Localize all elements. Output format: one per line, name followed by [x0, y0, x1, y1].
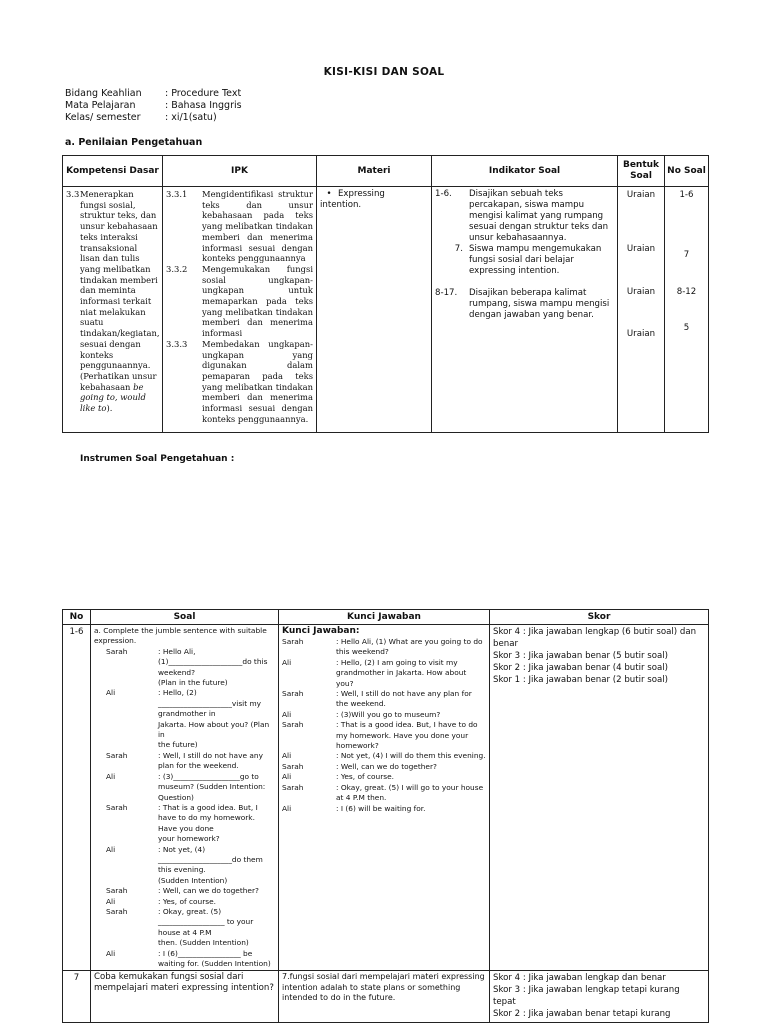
dialog-text: : Hello, (2): [158, 688, 197, 698]
ipk-number: 3.3.1: [166, 189, 188, 199]
meta-value: : Bahasa Inggris: [165, 100, 242, 111]
header-soal: Soal: [91, 610, 279, 625]
dialog-text: : Well, I still do not have any: [158, 750, 263, 760]
meta-key: Bidang Keahlian: [65, 88, 142, 99]
indikator-number: 7.: [454, 244, 463, 254]
dialog-speaker: [106, 876, 158, 886]
dialog-line: [106, 959, 275, 969]
row-no: 1-6: [63, 625, 91, 971]
dialog-text: : Okay, great. (5): [158, 906, 222, 916]
dialog-text: Jakarta. How about you? (Plan in: [158, 719, 270, 740]
dialog-text: __________________ to your house at 4 P.M: [158, 917, 254, 937]
ipk-number: 3.3.3: [166, 338, 188, 349]
dialog-line: [282, 647, 486, 657]
dialog-text: at 4 P.M then.: [336, 793, 387, 803]
dialog-speaker: Ali: [106, 948, 116, 958]
no-soal-cell: [665, 187, 709, 433]
skor-cell: [490, 625, 709, 971]
dialog-text: : Yes, of course.: [336, 772, 394, 782]
dialog-text: : (3)Will you go to museum?: [336, 709, 441, 719]
meta-row: [65, 100, 242, 112]
materi-text: Expressing intention.: [320, 189, 385, 210]
dialog-text: : Well, can we do together?: [158, 886, 259, 896]
dialog-line: [106, 813, 275, 834]
bullet-icon: •: [326, 189, 332, 199]
dialog-speaker: Sarah: [106, 750, 128, 760]
dialog-speaker: Sarah: [282, 689, 304, 699]
dialog-speaker: [282, 668, 336, 689]
dialog-speaker: Sarah: [282, 782, 304, 792]
header-kunci: Kunci Jawaban: [279, 610, 490, 625]
skor-line: Skor 1 : Jika jawaban benar (2 butir soal): [493, 675, 669, 685]
kd-text: [80, 189, 160, 414]
ipk-text: Membedakan ungkapan-ungkapan yang digunakan dalam pemaparan pada teks yang melibatkan tindakan memberi dan menerima informasi sesuai dengan konteks penggunaannya.: [202, 338, 313, 424]
no-soal-value: 8-12: [676, 287, 697, 297]
dialog-line: [282, 689, 486, 699]
dialog-line: [282, 720, 486, 730]
bentuk-value: Uraian: [626, 244, 656, 254]
dialog-text: waiting for. (Sudden Intention): [158, 959, 271, 968]
dialog-line: [106, 761, 275, 771]
dialog-speaker: [106, 917, 158, 938]
table-row: [63, 971, 709, 1023]
header-bentuk: Bentuk Soal: [618, 156, 665, 187]
skor-line: Skor 3 : Jika jawaban benar (5 butir soal): [493, 651, 669, 661]
kd-text-end: ).: [106, 403, 113, 414]
dialog-text: my homework. Have you done your homework?: [336, 730, 469, 751]
dialog-speaker: [106, 761, 158, 771]
kd-text-main: Menerapkan fungsi sosial, struktur teks, dan unsur kebahasaan teks interaksi transaksional lisan dan tulis yang melibatkan tindakan memberi dan meminta informasi terkait niat melakukan suatu tindakan/kegiatan, sesuai dengan konteks penggunaannya. (Perhatikan unsur kebahasaan: [80, 189, 160, 392]
dialog-line: [282, 751, 486, 761]
indikator-item: [435, 189, 614, 244]
indikator-item: [435, 288, 614, 321]
dialog-line: [106, 897, 275, 907]
skor-line: Skor 4 : Jika jawaban lengkap (6 butir soal) dan benar: [493, 627, 697, 649]
dialog-text: (Sudden Intention): [158, 875, 228, 885]
dialog-speaker: Ali: [282, 709, 292, 719]
document-title: KISI-KISI DAN SOAL: [323, 66, 445, 78]
soal-cell: [91, 625, 279, 971]
meta-value: : xi/1(satu): [165, 112, 217, 123]
dialog-line: [282, 783, 486, 793]
header-materi: Materi: [317, 156, 432, 187]
dialog-speaker: [282, 731, 336, 752]
dialog-text: : Not yet, (4): [158, 844, 206, 854]
dialog-line: [106, 938, 275, 948]
meta-row: [65, 112, 242, 124]
table-row: [63, 625, 709, 971]
dialog-line: [282, 699, 486, 709]
dialog-line: [282, 731, 486, 752]
dialog-speaker: Ali: [106, 771, 116, 781]
header-indikator: Indikator Soal: [432, 156, 618, 187]
dialog-text: (1)____________________do this weekend?: [158, 657, 268, 677]
skor-line: Skor 3 : Jika jawaban lengkap tetapi kurang tepat: [493, 985, 680, 1008]
dialog-text: : That is a good idea. But, I: [158, 802, 258, 812]
dialog-speaker: Ali: [282, 803, 292, 813]
header-ipk: IPK: [163, 156, 317, 187]
kd-text-italic: be going to, would like to: [80, 381, 146, 414]
dialog-speaker: Sarah: [282, 720, 304, 730]
dialog-text: the weekend.: [336, 699, 386, 709]
dialog-text: have to do my homework. Have you done: [158, 813, 255, 833]
ipk-text: Mengemukakan fungsi sosial ungkapan-ungkapan untuk memaparkan pada teks yang melibatkan tindakan memberi dan menerima informasi: [202, 263, 313, 339]
dialog-speaker: Sarah: [106, 906, 128, 916]
dialog-line: [106, 834, 275, 844]
dialog-speaker: [106, 938, 158, 948]
bentuk-value: Uraian: [626, 190, 656, 200]
ipk-number: 3.3.2: [166, 263, 188, 274]
dialog-text: grandmother in Jakarta. How about you?: [336, 668, 467, 688]
no-soal-value: 7: [683, 250, 690, 260]
dialog-speaker: Ali: [282, 657, 292, 667]
dialog-speaker: [106, 740, 158, 750]
indikator-text: Siswa mampu mengemukakan fungsi sosial dari belajar expressing intention.: [469, 244, 602, 276]
dialog-speaker: [106, 678, 158, 688]
ipk-item: [166, 339, 313, 425]
dialog-text: this weekend?: [336, 647, 389, 657]
header-kd: Kompetensi Dasar: [63, 156, 163, 187]
dialog-line: [106, 751, 275, 761]
meta-value: : Procedure Text: [165, 88, 242, 99]
dialog-speaker: [106, 720, 158, 741]
kunci-cell: 7.fungsi sosial dari mempelajari materi expressing intention adalah to state plans or something intended to do in the future.: [279, 971, 490, 1023]
dialog-line: [282, 762, 486, 772]
kunci-dialog: [282, 637, 486, 814]
dialog-line: [106, 782, 275, 803]
skor-line: Skor 2 : Jika jawaban benar (4 butir soal): [493, 663, 669, 673]
dialog-line: [282, 668, 486, 689]
dialog-speaker: [106, 813, 158, 834]
dialog-text: : Okay, great. (5) I will go to your house: [336, 782, 484, 792]
indikator-item: [435, 244, 614, 277]
dialog-line: [282, 710, 486, 720]
dialog-line: [106, 699, 275, 720]
indikator-text: Disajikan sebuah teks percakapan, siswa mampu mengisi kalimat yang rumpang sesuai dengan struktur teks dan unsur kebahasaannya.: [469, 189, 609, 243]
dialog-line: [106, 917, 275, 938]
soal-intro-text: a. Complete the jumble sentence with suitable expression.: [94, 626, 267, 646]
dialog-line: [106, 678, 275, 688]
meta-row: [65, 88, 242, 100]
ipk-text: Mengidentifikasi struktur teks dan unsur kebahasaan pada teks yang melibatkan tindakan memberi dan menerima informasi sesuai dengan konteks penggunaannya: [202, 189, 313, 264]
dialog-line: [106, 949, 275, 959]
dialog-line: [106, 855, 275, 876]
dialog-speaker: [282, 793, 336, 803]
dialog-line: [106, 688, 275, 698]
dialog-text: : That is a good idea. But, I have to do: [336, 720, 478, 730]
meta-key: Kelas/ semester: [65, 112, 141, 123]
row-no: 7: [63, 971, 91, 1023]
dialog-text: : Yes, of course.: [158, 896, 216, 906]
dialog-speaker: Sarah: [106, 802, 128, 812]
instrumen-table: [62, 609, 709, 1023]
dialog-line: [106, 657, 275, 678]
kd-cell: [63, 187, 163, 433]
meta-key: Mata Pelajaran: [65, 100, 136, 111]
kunci-cell: [279, 625, 490, 971]
indikator-cell: [432, 187, 618, 433]
header-no: No: [63, 610, 91, 625]
dialog-text: museum? (Sudden Intention: Question): [158, 782, 266, 802]
bentuk-value: Uraian: [626, 287, 656, 297]
bentuk-cell: [618, 187, 665, 433]
dialog-line: [106, 907, 275, 917]
dialog-speaker: Ali: [282, 772, 292, 782]
dialog-text: ____________________visit my grandmother in: [158, 698, 262, 719]
dialog-speaker: Sarah: [106, 646, 128, 656]
dialog-text: the future): [158, 740, 198, 750]
dialog-line: [106, 720, 275, 741]
ipk-item: [166, 264, 313, 339]
materi-cell: [317, 187, 432, 433]
dialog-line: [282, 658, 486, 668]
dialog-speaker: [106, 855, 158, 876]
soal-dialog: [94, 647, 275, 970]
skor-line: Skor 2 : Jika jawaban benar tetapi kurang: [493, 1009, 671, 1020]
section-heading: a. Penilaian Pengetahuan: [65, 137, 203, 148]
dialog-line: [106, 886, 275, 896]
dialog-text: : I (6)_________________ be: [158, 948, 253, 958]
dialog-speaker: [106, 699, 158, 720]
dialog-line: [282, 772, 486, 782]
dialog-line: [106, 803, 275, 813]
soal-intro: [94, 626, 275, 647]
dialog-speaker: Ali: [282, 751, 292, 761]
dialog-speaker: Sarah: [106, 886, 128, 896]
dialog-text: your homework?: [158, 834, 220, 844]
dialog-text: : Hello Ali,: [158, 646, 196, 656]
dialog-line: [282, 804, 486, 814]
dialog-speaker: [282, 647, 336, 657]
dialog-speaker: Sarah: [282, 761, 304, 771]
indikator-number: 8-17.: [435, 288, 458, 298]
skor-cell: [490, 971, 709, 1023]
dialog-text: plan for the weekend.: [158, 761, 239, 771]
kunci-title: Kunci Jawaban:: [282, 626, 360, 636]
no-soal-value: 5: [683, 323, 690, 333]
dialog-line: [106, 876, 275, 886]
dialog-speaker: [106, 657, 158, 678]
kd-number: 3.3: [66, 189, 80, 199]
dialog-text: (Plan in the future): [158, 678, 228, 688]
dialog-line: [106, 647, 275, 657]
header-skor: Skor: [490, 610, 709, 625]
dialog-speaker: [106, 959, 158, 969]
ipk-item: [166, 189, 313, 264]
kisi-kisi-table: [62, 155, 709, 433]
meta-block: [65, 88, 242, 124]
dialog-text: : Well, can we do together?: [336, 761, 437, 771]
dialog-line: [106, 740, 275, 750]
soal-cell: Coba kemukakan fungsi sosial dari mempelajari materi expressing intention?: [91, 971, 279, 1023]
dialog-text: : Hello, (2) I am going to visit my: [336, 657, 458, 667]
dialog-text: : Hello Ali, (1) What are you going to do: [336, 637, 483, 646]
dialog-speaker: Ali: [106, 844, 116, 854]
dialog-text: : (3)__________________go to: [158, 771, 259, 781]
dialog-speaker: [106, 834, 158, 844]
dialog-line: [282, 793, 486, 803]
dialog-speaker: Ali: [106, 688, 116, 698]
dialog-speaker: [106, 782, 158, 803]
dialog-text: ____________________do them this evening.: [158, 854, 263, 875]
dialog-speaker: Ali: [106, 896, 116, 906]
dialog-text: : Not yet, (4) I will do them this evening.: [336, 751, 486, 761]
no-soal-value: 1-6: [679, 190, 694, 200]
dialog-text: : I (6) will be waiting for.: [336, 803, 426, 813]
dialog-speaker: [282, 699, 336, 709]
skor-line: Skor 4 : Jika jawaban lengkap dan benar: [493, 973, 666, 984]
instrumen-label: Instrumen Soal Pengetahuan :: [80, 454, 235, 464]
indikator-number: 1-6.: [435, 189, 452, 199]
dialog-speaker: Sarah: [282, 637, 304, 646]
header-no-soal: No Soal: [665, 156, 709, 187]
dialog-text: : Well, I still do not have any plan for: [336, 689, 472, 699]
dialog-line: [282, 637, 486, 647]
bentuk-value: Uraian: [626, 329, 656, 339]
dialog-line: [106, 845, 275, 855]
indikator-text: Disajikan beberapa kalimat rumpang, siswa mampu mengisi dengan jawaban yang benar.: [469, 288, 610, 320]
dialog-text: then. (Sudden Intention): [158, 938, 249, 948]
dialog-line: [106, 772, 275, 782]
ipk-cell: [163, 187, 317, 433]
